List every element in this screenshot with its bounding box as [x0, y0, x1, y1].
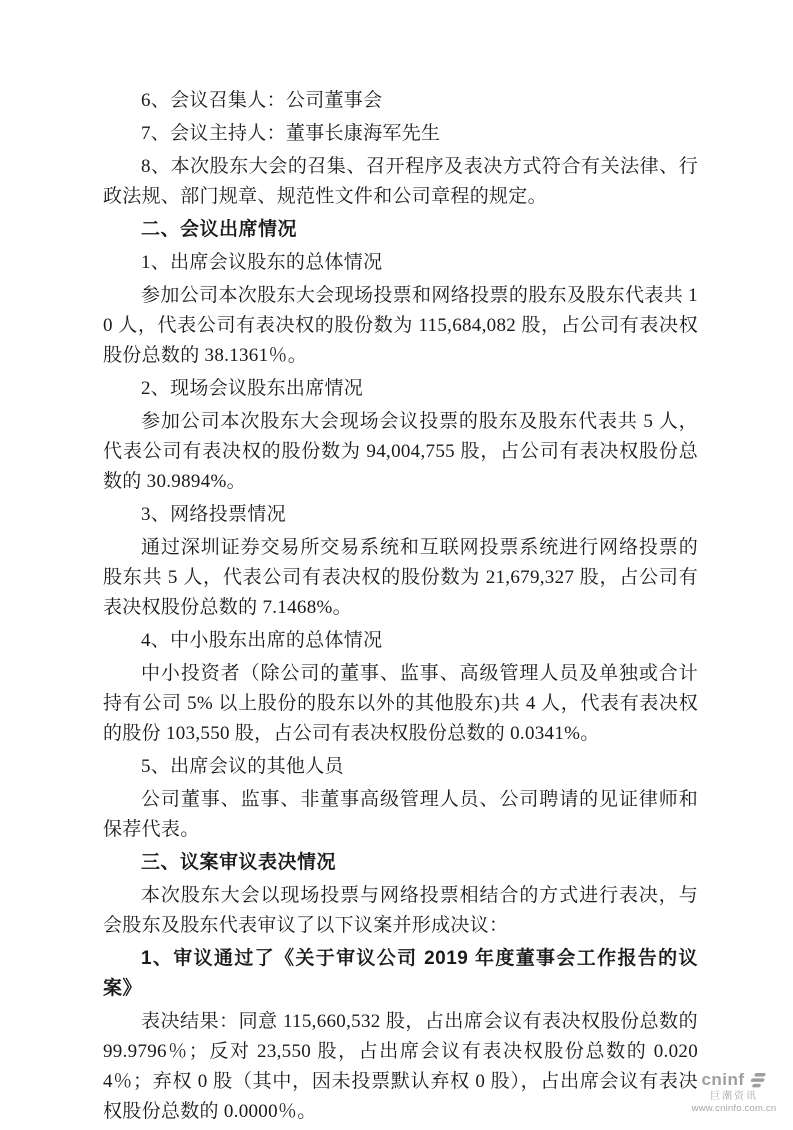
document-body	[103, 86, 698, 1130]
paragraph: 参加公司本次股东大会现场投票和网络投票的股东及股东代表共 10 人，代表公司有表决权的股份数为 115,684,082 股，占公司有表决权股份总数的 38.1361％。	[103, 285, 698, 366]
paragraph: 7、会议主持人：董事长康海军先生	[141, 123, 441, 144]
paragraph: 2、现场会议股东出席情况	[141, 378, 364, 399]
section-heading: 二、会议出席情况	[141, 219, 298, 240]
paragraph: 表决结果：同意 115,660,532 股，占出席会议有表决权股份总数的 99.9796％；反对 23,550 股，占出席会议有表决权股份总数的 0.0204％；弃权 0 股（其中，因未投票默认弃权 0 股），占出席会议有表决权股份总数的 0.0000％。	[103, 1011, 698, 1122]
paragraph: 3、网络投票情况	[141, 504, 286, 525]
paragraph: 本次股东大会以现场投票与网络投票相结合的方式进行表决，与会股东及股东代表审议了以下议案并形成决议：	[103, 885, 698, 936]
cninfo-swoosh-icon	[747, 1072, 767, 1089]
cninfo-cn-name: 巨潮资讯	[710, 1090, 758, 1102]
paragraph: 4、中小股东出席的总体情况	[141, 630, 383, 651]
paragraph: 1、出席会议股东的总体情况	[141, 252, 383, 273]
section-heading: 1、审议通过了《关于审议公司 2019 年度董事会工作报告的议案》	[103, 948, 698, 999]
paragraph: 6、会议召集人：公司董事会	[141, 90, 383, 111]
paragraph: 参加公司本次股东大会现场会议投票的股东及股东代表共 5 人，代表公司有表决权的股份数为 94,004,755 股，占公司有表决权股份总数的 30.9894%。	[103, 411, 698, 492]
paragraph: 8、本次股东大会的召集、召开程序及表决方式符合有关法律、行政法规、部门规章、规范性文件和公司章程的规定。	[103, 156, 698, 207]
paragraph: 通过深圳证券交易所交易系统和互联网投票系统进行网络投票的股东共 5 人，代表公司有表决权的股份数为 21,679,327 股，占公司有表决权股份总数的 7.1468%。	[103, 537, 698, 618]
cninfo-watermark	[679, 1071, 789, 1114]
cninfo-logo	[679, 1071, 789, 1090]
paragraph: 5、出席会议的其他人员	[141, 756, 344, 777]
section-heading: 三、议案审议表决情况	[141, 852, 337, 873]
paragraph: 中小投资者（除公司的董事、监事、高级管理人员及单独或合计持有公司 5% 以上股份的股东以外的其他股东)共 4 人，代表有表决权的股份 103,550 股，占公司有表决权股份总数的 0.0341%。	[103, 663, 698, 744]
cninfo-url: www.cninfo.com.cn	[691, 1102, 777, 1114]
paragraph: 公司董事、监事、非董事高级管理人员、公司聘请的见证律师和保荐代表。	[103, 789, 698, 840]
cninfo-logo-text: cninf	[701, 1069, 745, 1089]
